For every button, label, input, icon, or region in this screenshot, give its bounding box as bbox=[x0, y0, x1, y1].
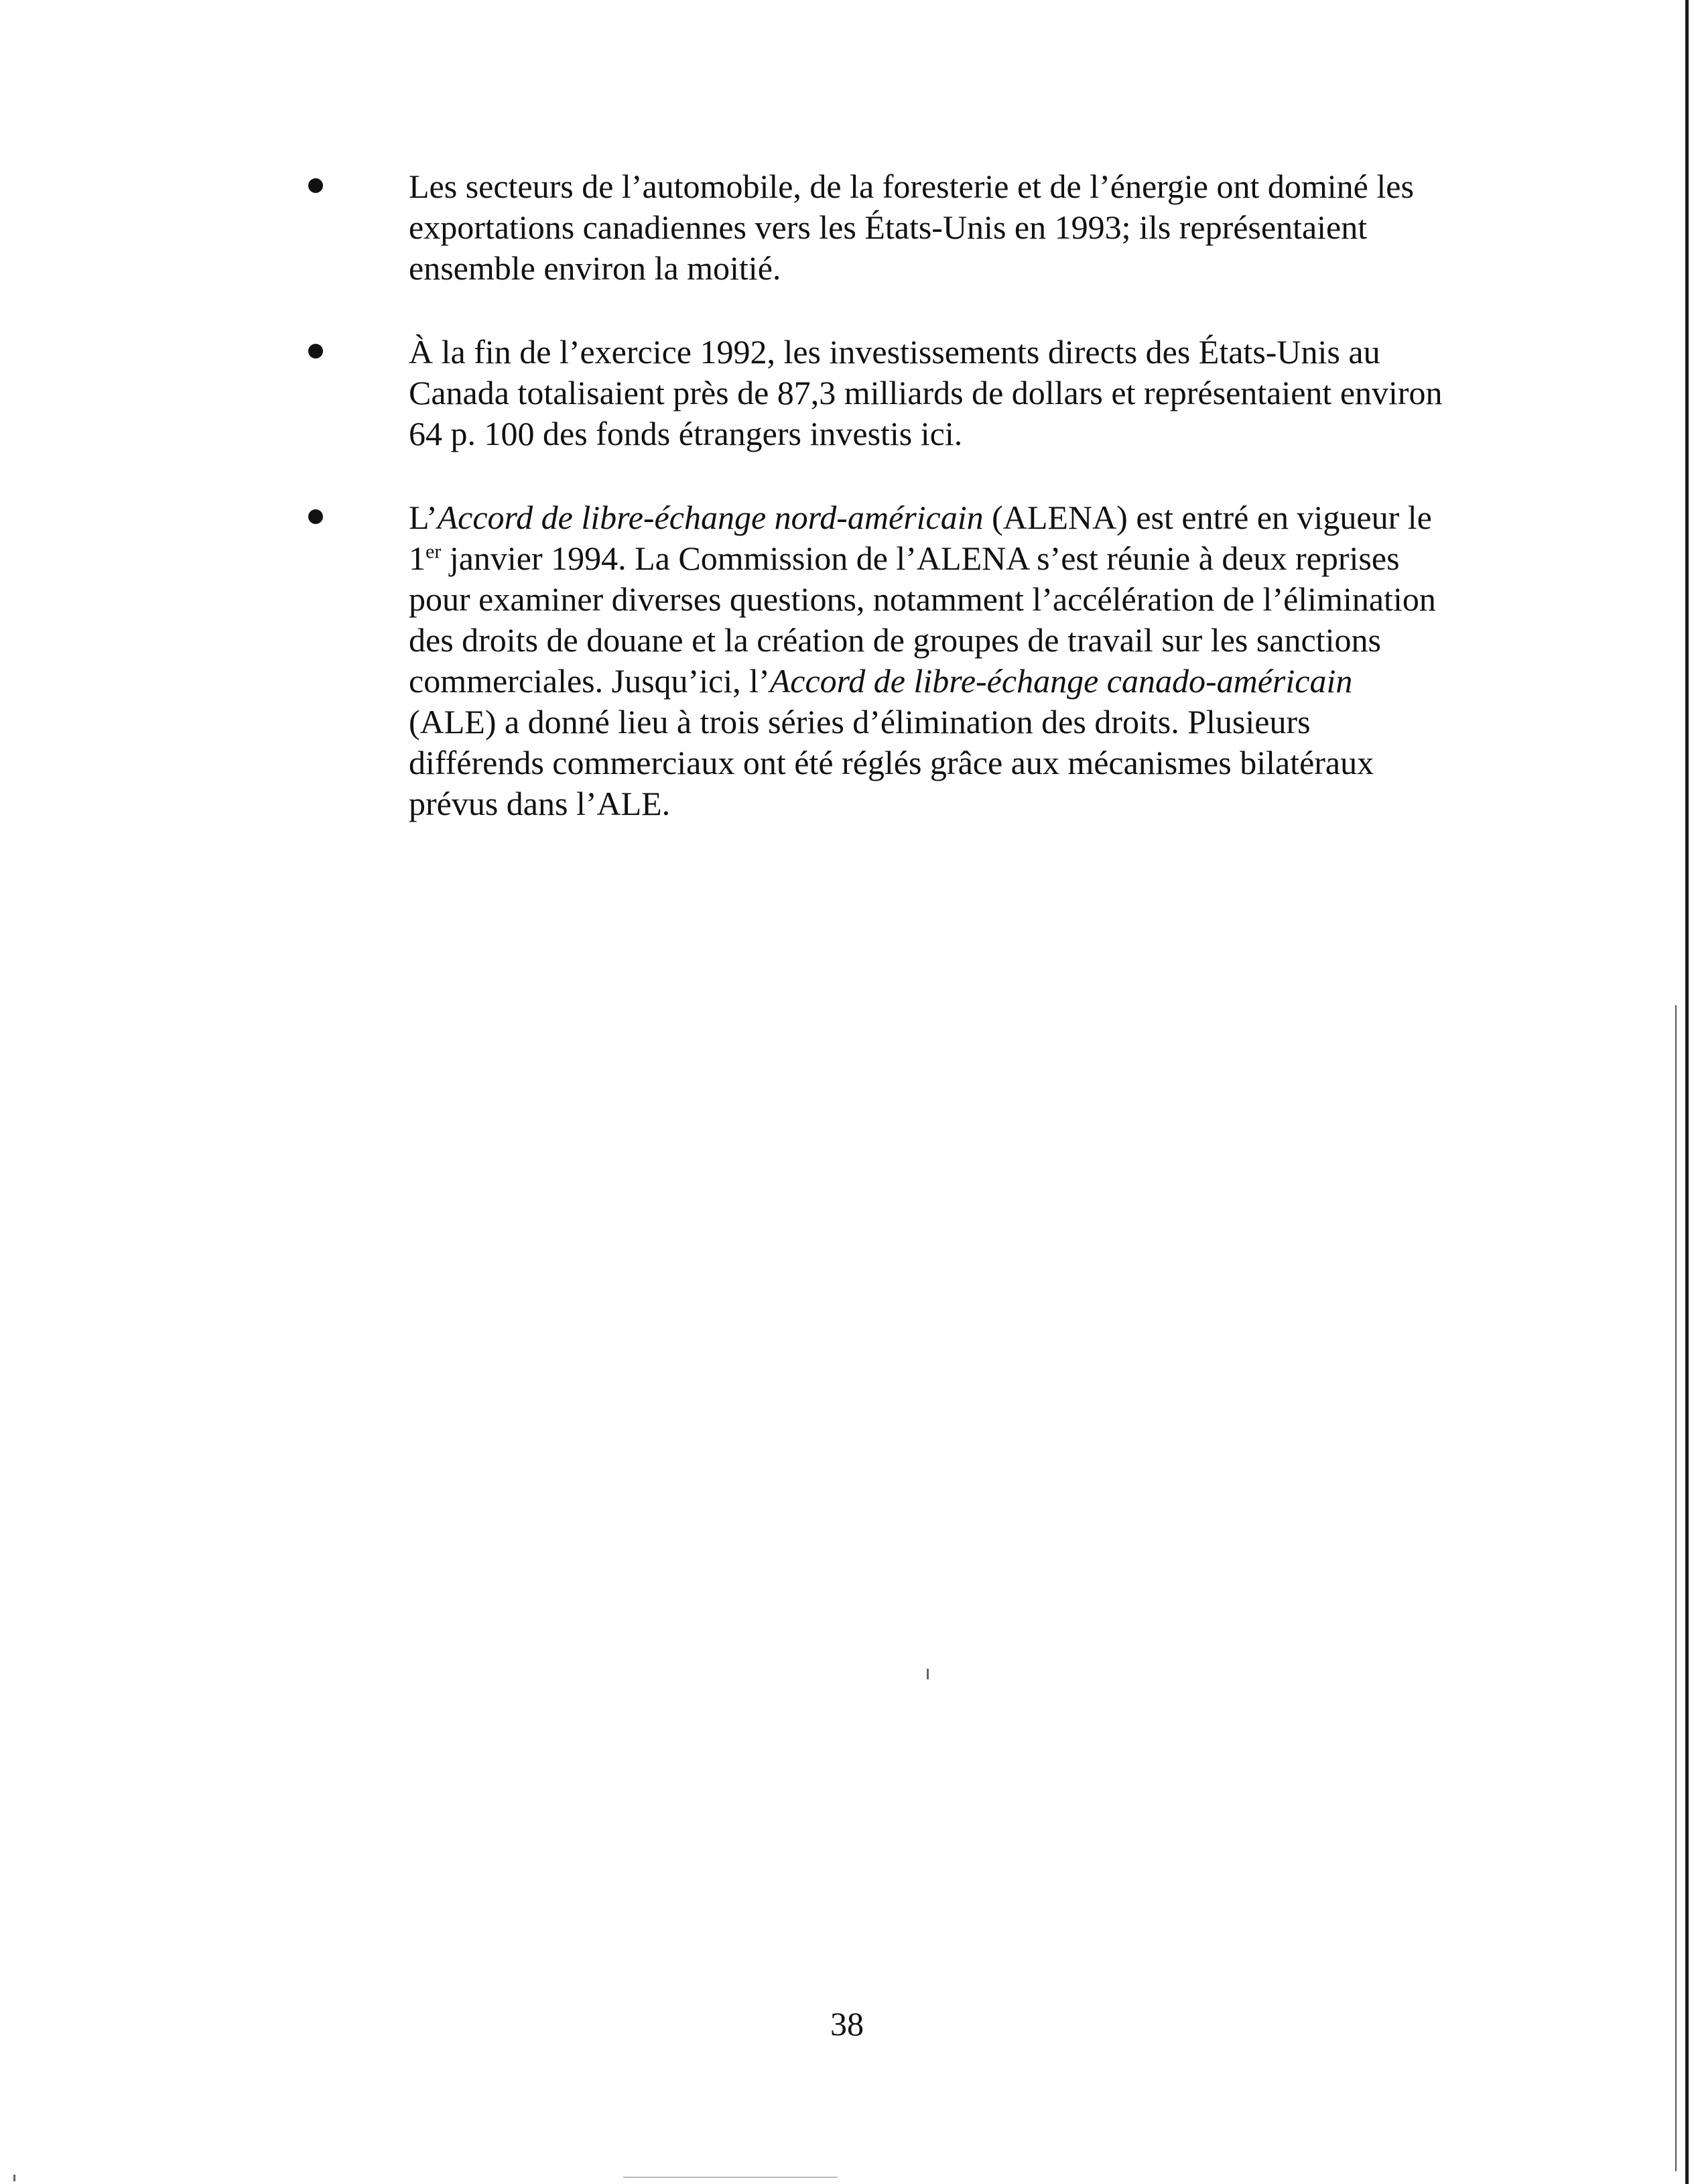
bullet-list bbox=[308, 166, 1447, 867]
list-item bbox=[308, 332, 1447, 454]
agreement-title-nafta: Accord de libre-échange nord-américain bbox=[437, 499, 984, 536]
page-number: 38 bbox=[830, 2005, 864, 2043]
scan-speck bbox=[623, 2177, 838, 2178]
text-run: (ALENA) est entré en vigueur le 1 bbox=[409, 499, 1432, 577]
bullet-icon bbox=[308, 178, 323, 193]
scan-edge-line-thin bbox=[1675, 1005, 1677, 2171]
scan-edge-line bbox=[1685, 0, 1689, 2184]
agreement-title-fta: Accord de libre-échange canado-américain bbox=[769, 662, 1353, 700]
scan-speck bbox=[927, 1669, 929, 1679]
ordinal-superscript: er bbox=[426, 540, 442, 563]
bullet-text: À la fin de l’exercice 1992, les investissements directs des États-Unis au Canada totalisaient près de 87,3 milliards de dollars et représentaient environ 64 p. 100 des fonds étrangers investis ici. bbox=[409, 333, 1443, 452]
list-item bbox=[308, 497, 1447, 824]
bullet-text bbox=[409, 497, 1447, 824]
scan-speck bbox=[13, 2175, 15, 2181]
bullet-text: Les secteurs de l’automobile, de la foresterie et de l’énergie ont dominé les exportations canadiennes vers les États-Unis en 1993; ils représentaient ensemble environ la moitié. bbox=[409, 168, 1414, 287]
bullet-icon bbox=[308, 509, 323, 524]
list-item bbox=[308, 166, 1447, 289]
text-run: (ALE) a donné lieu à trois séries d’élimination des droits. Plusieurs différends commerciaux ont été réglés grâce aux mécanismes bilatéraux prévus dans l’ALE. bbox=[409, 703, 1374, 822]
text-run: janvier 1994. La Commission de l’ALENA s’est réunie à deux reprises pour examiner diverses questions, notamment l’accélération de l’élimination des droits de douane et la création de groupes de travail sur les sanctions commerciales. Jusqu’ici, l’ bbox=[409, 539, 1436, 700]
bullet-icon bbox=[308, 344, 323, 359]
text-run: L’ bbox=[409, 499, 438, 536]
